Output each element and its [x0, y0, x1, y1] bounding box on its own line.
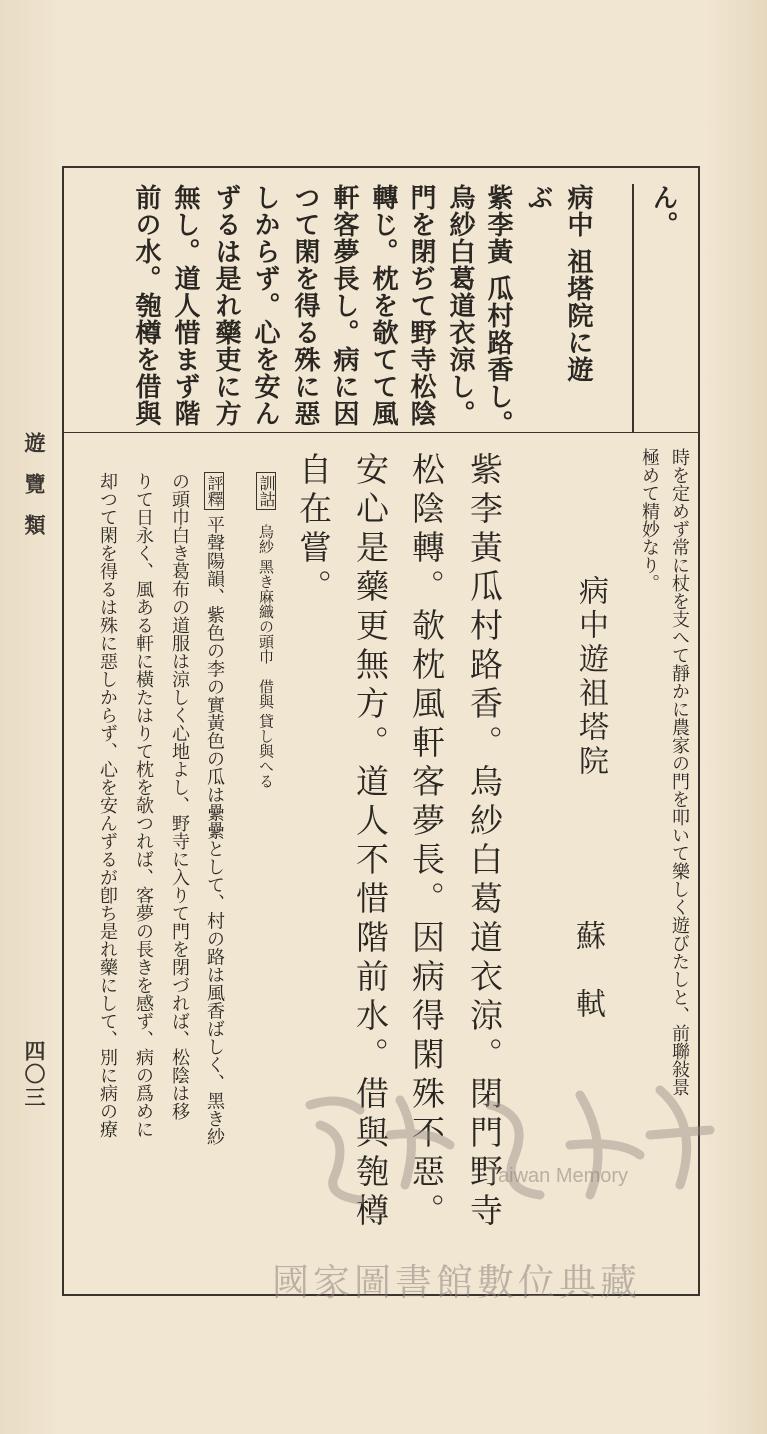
upper-column-6: 門を閉ぢて野寺松陰 — [406, 184, 436, 427]
poem-author: 蘇 軾 — [570, 920, 605, 1022]
poem-line-2: 松陰轉。欹枕風軒客夢長。因病得閑殊不惡。 — [407, 452, 446, 1232]
poem-line-1: 紫李黃瓜村路香。烏紗白葛道衣涼。閉門野寺 — [465, 452, 504, 1232]
gloss-label: 訓詁 — [256, 472, 276, 510]
watermark-chinese: 國家圖書館數位典藏 — [272, 1261, 641, 1304]
poem-line-3: 安心是藥更無方。道人不惜階前水。借與匏樽 — [351, 452, 390, 1232]
commentary-line-4: 却つて閑を得るは殊に惡しからず、心を安んずるが卽ち是れ藥にして、別に病の療 — [97, 472, 118, 1138]
prev-commentary-line-2: 極めて精妙なり。 — [639, 448, 660, 592]
gloss-line — [256, 472, 276, 788]
upper-column-13: 前の水。匏樽を借與 — [131, 184, 161, 427]
upper-column-11: ずるは是れ藥吏に方 — [211, 184, 241, 427]
upper-column-5: 烏紗白葛道衣涼し。 — [445, 184, 475, 427]
upper-column-3: ぶ — [523, 184, 553, 211]
upper-column-9: つて閑を得る殊に惡 — [290, 184, 320, 427]
poem-title: 病中遊祖塔院 — [573, 575, 608, 779]
commentary-line-1 — [204, 472, 224, 1146]
watermark-english: Taiwan Memory — [488, 1165, 629, 1187]
commentary-label: 評釋 — [204, 472, 224, 510]
page-number: 四〇三 — [22, 1040, 47, 1109]
section-divider — [62, 432, 700, 433]
commentary-line-3: りて日永く、風ある軒に橫たはりて枕を欹つれば、客夢の長きを感ず、病の爲めに — [133, 472, 154, 1138]
prev-commentary-line-1: 時を定めず常に杖を支へて靜かに農家の門を叩いて樂しく遊びたしと、前聯敍景 — [669, 448, 690, 1096]
section-title-margin: 遊覽類 — [22, 432, 47, 555]
poem-line-4: 自在嘗。 — [294, 452, 333, 608]
upper-column-12: 無し。道人惜まず階 — [170, 184, 200, 427]
upper-column-4: 紫李黃 瓜村路香し。 — [483, 184, 513, 438]
upper-column-7: 轉じ。枕を欹てて風 — [368, 184, 398, 427]
watermark-calligraphy-logo — [280, 1075, 720, 1215]
gloss-items: 烏紗 黑き麻織の頭巾 借與 貸し與へる — [257, 523, 275, 789]
upper-column-1: ん。 — [648, 184, 678, 238]
commentary-line-2: の頭巾白き葛布の道服は涼しく心地よし、野寺に入りて門を閉づれば、松陰は移 — [169, 472, 190, 1120]
upper-column-10: しからず。心を安ん — [250, 184, 280, 427]
upper-column-2: 病中 祖塔院に遊 — [563, 184, 593, 384]
commentary-text-1: 平聲陽韻、紫色の李の實黃色の瓜は纍纍として、村の路は風香ばしく、黑き紗 — [204, 515, 225, 1146]
upper-column-8: 軒客夢長し。病に因 — [329, 184, 359, 427]
inner-rule — [632, 184, 634, 432]
